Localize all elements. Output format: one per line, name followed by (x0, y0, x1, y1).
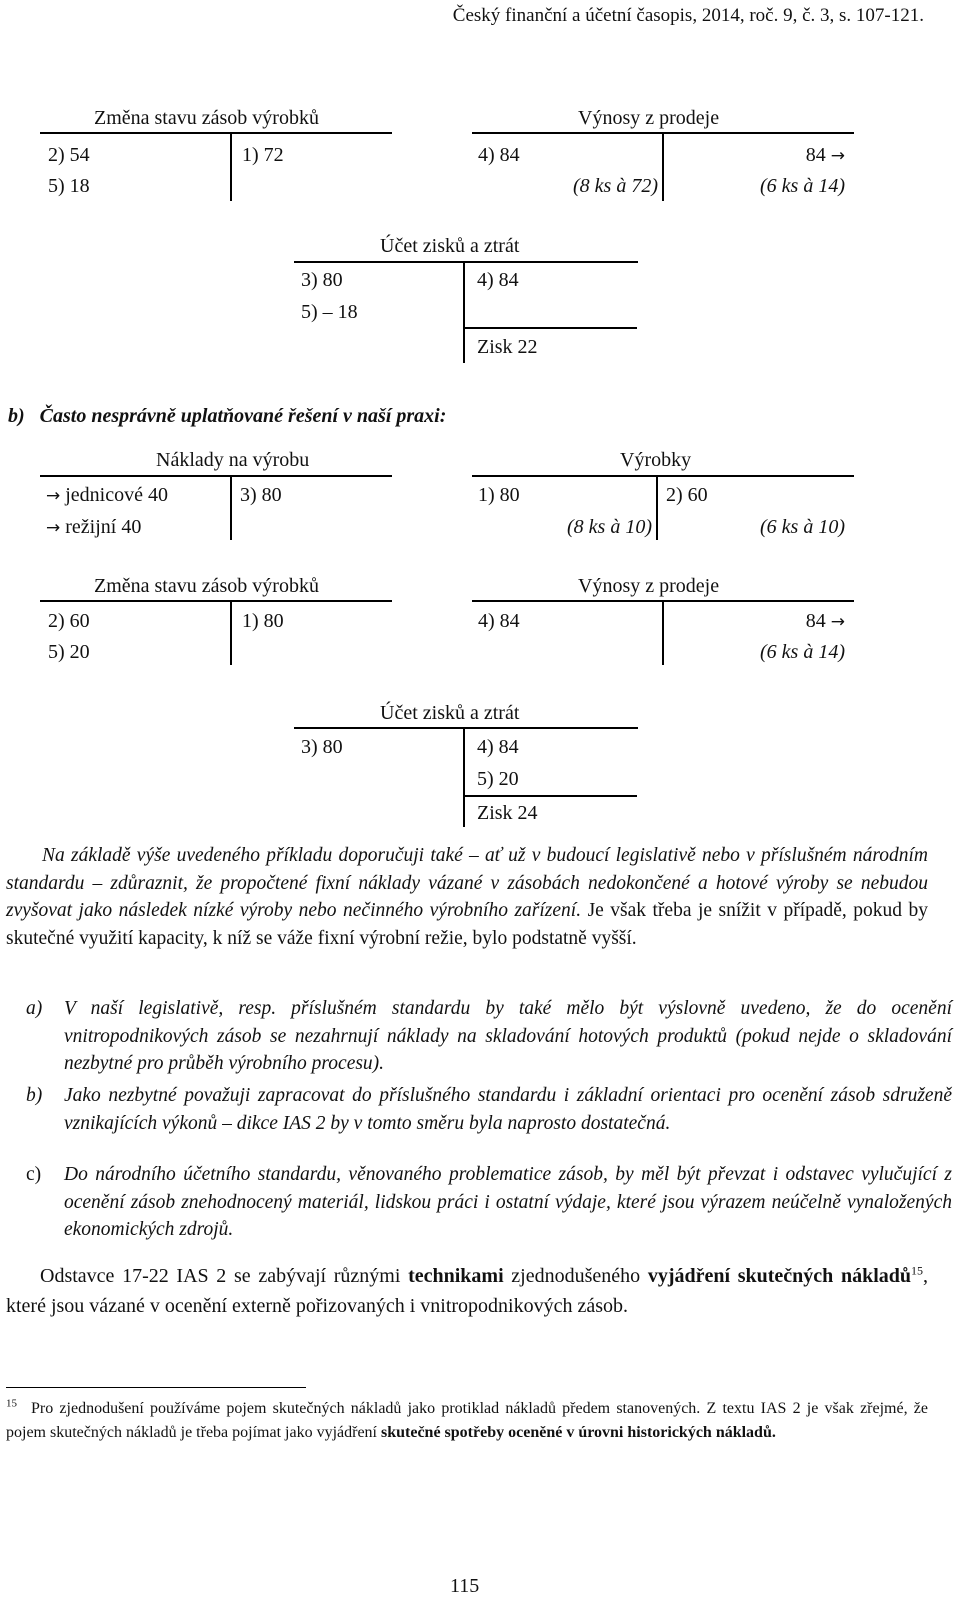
credit-entry: 2) 60 (666, 484, 708, 506)
debit-entry: 3) 80 (301, 736, 343, 758)
credit-entry: 1) 72 (242, 144, 284, 166)
journal-citation: Český finanční a účetní časopis, 2014, roč. 9, č. 3, s. 107-121. (452, 5, 924, 26)
debit-note: (8 ks à 72) (573, 175, 658, 197)
debit-entry: 2) 54 (48, 144, 90, 166)
debit-entry: 3) 80 (301, 269, 343, 291)
t-account-title: Výnosy z prodeje (578, 107, 720, 129)
credit-entry: 5) 20 (477, 768, 519, 790)
t-account-title: Výrobky (620, 449, 692, 471)
debit-entry: jednicové 40 (65, 484, 168, 506)
paragraph-recommendation: Na základě výše uvedeného příkladu doporučuji také – ať už v budoucí legislativě nebo v příslušném národním standardu – zdůraznit, že propočtené fixní náklady vázané v zásobách nedokončené a hotové výroby se nebudou zvyšovat jako následek nízké výroby nebo nečinného výrobního zařízení. Je však třeba je snížit v případě, pokud by skutečné využití kapacity, k níž se váže fixní výrobní režie, bylo podstatně vyšší. (6, 845, 929, 949)
t-account-title: Účet zisků a ztrát (380, 702, 520, 724)
debit-entry: 5) 20 (48, 641, 90, 663)
t-account-title: Účet zisků a ztrát (380, 235, 520, 257)
credit-entry: 4) 84 (477, 736, 519, 758)
t-account-title: Výnosy z prodeje (578, 575, 720, 597)
debit-entry: 5) 18 (48, 175, 90, 197)
credit-entry: 1) 80 (242, 610, 284, 632)
credit-entry: 4) 84 (477, 269, 519, 291)
arrow-right-icon: → (46, 486, 61, 506)
credit-note: (6 ks à 14) (760, 175, 845, 197)
credit-entry: 84 (805, 144, 826, 166)
debit-entry: 4) 84 (478, 144, 520, 166)
credit-entry: 84 (805, 610, 826, 632)
debit-note: (8 ks à 10) (567, 516, 652, 538)
t-account-title: Změna stavu zásob výrobků (94, 575, 319, 597)
result-entry: Zisk 22 (477, 336, 538, 358)
credit-note: (6 ks à 10) (760, 516, 845, 538)
paragraph-techniques: Odstavce 17-22 IAS 2 se zabývají různými technikami zjednodušeného vyjádření skutečných nákladů$^{15}$, které jsou vázané v ocenění externě pořizovaných i vnitropodnikových zásob. (6, 1263, 929, 1317)
arrow-right-icon: → (46, 518, 61, 538)
debit-entry: 1) 80 (478, 484, 520, 506)
credit-note: (6 ks à 14) (760, 641, 845, 663)
debit-entry: režijní 40 (65, 516, 142, 538)
footnote-separator (6, 1387, 306, 1388)
credit-entry: 3) 80 (240, 484, 282, 506)
result-entry: Zisk 24 (477, 802, 538, 824)
arrow-right-icon: → (830, 612, 845, 632)
arrow-right-icon: → (830, 146, 845, 166)
debit-entry: 4) 84 (478, 610, 520, 632)
debit-entry: 2) 60 (48, 610, 90, 632)
section-heading: b) Často nesprávně uplatňované řešení v naší praxi: (8, 405, 447, 427)
t-account-title: Náklady na výrobu (156, 449, 310, 471)
t-account-title: Změna stavu zásob výrobků (94, 107, 319, 129)
page-number: 115 (450, 1575, 480, 1597)
debit-entry: 5) – 18 (301, 301, 358, 323)
footnote: $^{15}$ Pro zjednodušení používáme pojem skutečných nákladů jako protiklad nákladů předem stanovených. Z textu IAS 2 je však zřejmé, že pojem skutečných nákladů je třeba pojímat jako vyjádření skutečné spotřeby oceněné v úrovni historických nákladů. (6, 1397, 928, 1441)
